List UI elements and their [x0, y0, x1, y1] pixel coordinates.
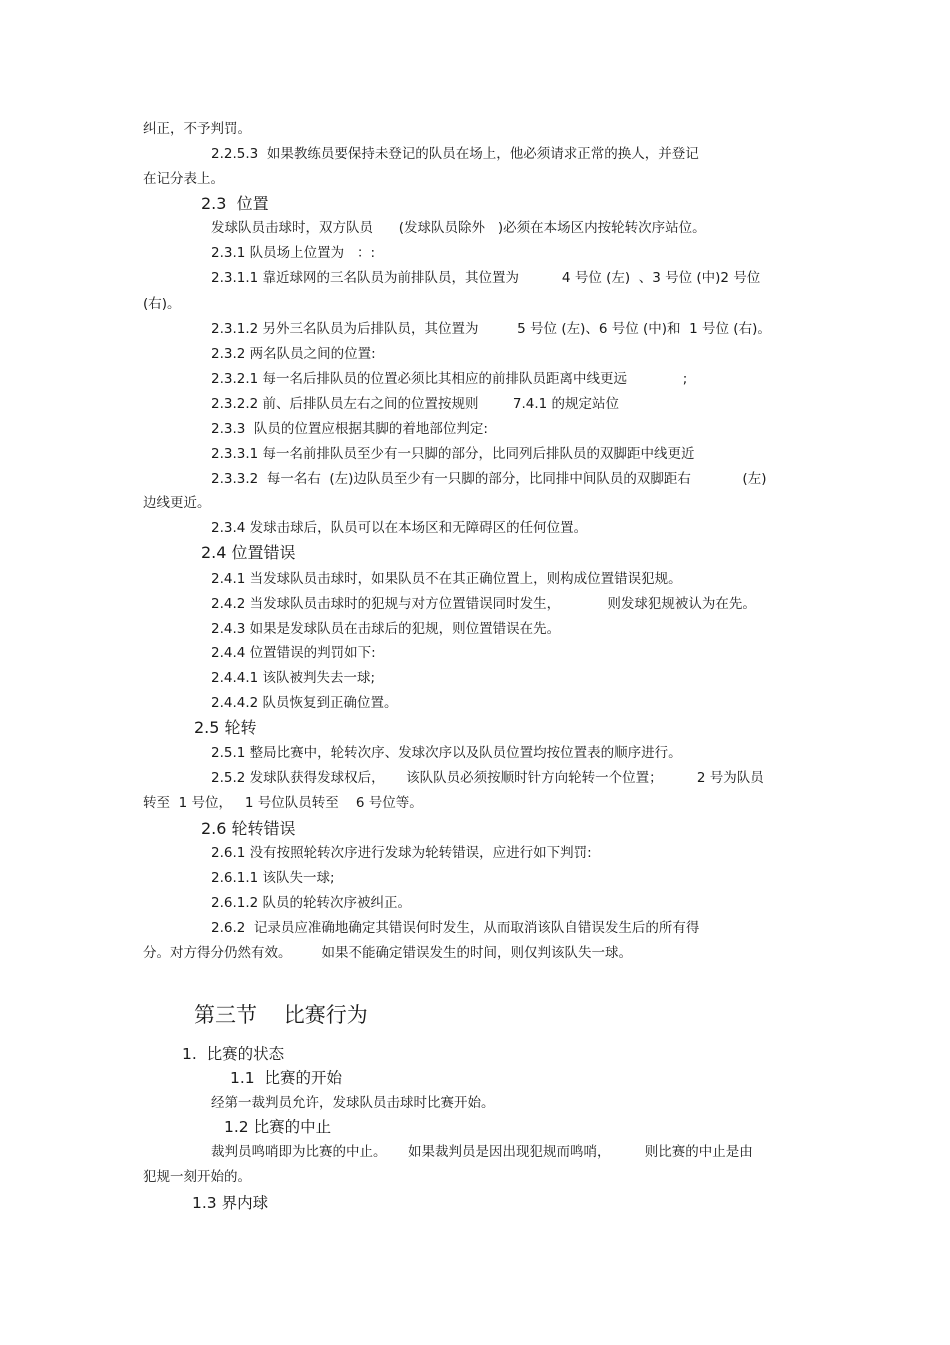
- text-line: 纠正，不予判罚。: [143, 121, 251, 137]
- text-line: 2.3.3 队员的位置应根据其脚的着地部位判定:: [211, 421, 488, 437]
- section-heading: 2.6 轮转错误: [201, 819, 296, 838]
- section-heading: 1.1 比赛的开始: [230, 1069, 343, 1087]
- text-line: (右)。: [143, 296, 181, 312]
- section-heading: 1.3 界内球: [192, 1194, 269, 1212]
- text-line: 2.5.2 发球队获得发球权后， 该队队员必须按顺时针方向轮转一个位置； 2 号为队员: [211, 770, 764, 786]
- text-line: 2.6.1.1 该队失一球;: [211, 870, 335, 886]
- text-line: 犯规一刻开始的。: [143, 1169, 251, 1185]
- text-line: 2.3.4 发球击球后，队员可以在本场区和无障碍区的任何位置。: [211, 520, 588, 536]
- section-heading: 2.3 位置: [201, 194, 269, 213]
- section-heading: 1. 比赛的状态: [182, 1045, 285, 1063]
- text-line: 在记分表上。: [143, 171, 224, 187]
- text-line: 经第一裁判员允许，发球队员击球时比赛开始。: [211, 1095, 495, 1111]
- text-line: 2.6.2 记录员应准确地确定其错误何时发生，从而取消该队自错误发生后的所有得: [211, 920, 700, 936]
- text-line: 2.3.2.1 每一名后排队员的位置必须比其相应的前排队员距离中线更远 ;: [211, 371, 688, 387]
- text-line: 2.6.1.2 队员的轮转次序被纠正。: [211, 895, 412, 911]
- section-heading: 1.2 比赛的中止: [224, 1118, 332, 1136]
- text-line: 2.2.5.3 如果教练员要保持未登记的队员在场上，他必须请求正常的换人，并登记: [211, 146, 699, 162]
- text-line: 裁判员鸣哨即为比赛的中止。 如果裁判员是因出现犯规而鸣哨， 则比赛的中止是由: [211, 1144, 753, 1160]
- text-line: 发球队员击球时，双方队员 (发球队员除外 )必须在本场区内按轮转次序站位。: [211, 220, 706, 236]
- text-line: 2.3.1.2 另外三名队员为后排队员，其位置为 5 号位 (左)、6 号位 (中)和 1 号位 (右)。: [211, 321, 771, 337]
- text-line: 转至 1 号位， 1 号位队员转至 6 号位等。: [143, 795, 423, 811]
- text-line: 2.3.3.2 每一名右 (左)边队员至少有一只脚的部分，比同排中间队员的双脚距右 (左): [211, 471, 767, 487]
- text-line: 2.4.1 当发球队员击球时，如果队员不在其正确位置上，则构成位置错误犯规。: [211, 571, 682, 587]
- text-line: 边线更近。: [143, 495, 211, 511]
- text-line: 2.3.2.2 前、后排队员左右之间的位置按规则 7.4.1 的规定站位: [211, 396, 619, 412]
- text-line: 2.5.1 整局比赛中，轮转次序、发球次序以及队员位置均按位置表的顺序进行。: [211, 745, 682, 761]
- text-line: 2.4.4.1 该队被判失去一球;: [211, 670, 376, 686]
- text-line: 2.4.2 当发球队员击球时的犯规与对方位置错误同时发生， 则发球犯规被认为在先。: [211, 596, 756, 612]
- chapter-heading: 第三节 比赛行为: [194, 1003, 368, 1027]
- text-line: 分。对方得分仍然有效。 如果不能确定错误发生的时间，则仅判该队失一球。: [143, 945, 633, 961]
- section-heading: 2.4 位置错误: [201, 543, 296, 562]
- text-line: 2.3.3.1 每一名前排队员至少有一只脚的部分，比同列后排队员的双脚距中线更近: [211, 446, 695, 462]
- text-line: 2.3.1.1 靠近球网的三名队员为前排队员，其位置为 4 号位 (左) 、3 号位 (中)2 号位: [211, 270, 761, 286]
- text-line: 2.3.1 队员场上位置为 ：:: [211, 245, 376, 261]
- text-line: 2.3.2 两名队员之间的位置:: [211, 346, 376, 362]
- section-heading: 2.5 轮转: [194, 718, 257, 737]
- text-line: 2.6.1 没有按照轮转次序进行发球为轮转错误，应进行如下判罚:: [211, 845, 592, 861]
- text-line: 2.4.4 位置错误的判罚如下:: [211, 645, 376, 661]
- text-line: 2.4.4.2 队员恢复到正确位置。: [211, 695, 398, 711]
- text-line: 2.4.3 如果是发球队员在击球后的犯规，则位置错误在先。: [211, 621, 561, 637]
